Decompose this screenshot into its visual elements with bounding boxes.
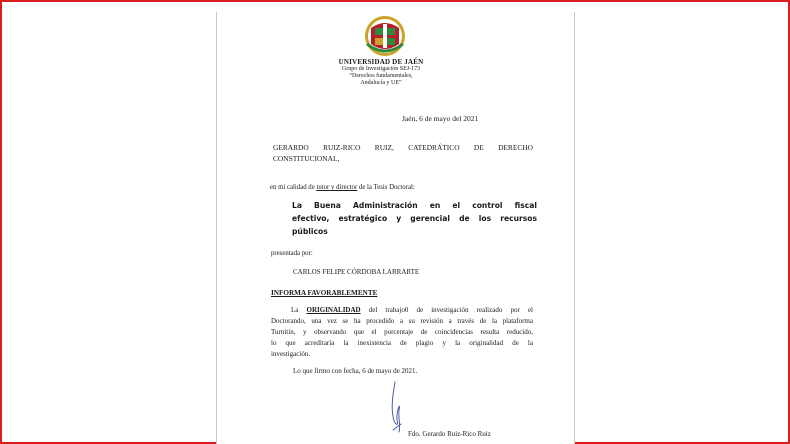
capacity-role: tutor y director: [316, 184, 358, 191]
body-prefix: La: [291, 306, 307, 314]
letter-date: Jaén, 6 de mayo del 2021: [402, 114, 479, 123]
university-seal-logo: [361, 14, 409, 58]
body-line-2: Doctorando, una vez se ha procedido a su revisión a través de la plataforma: [271, 317, 533, 325]
thesis-title-line-1: La Buena Administración en el control fiscal: [292, 201, 537, 210]
thesis-title: [292, 200, 537, 238]
group-line-2: “Derechos fundamentales,: [349, 73, 413, 79]
thesis-title-line-3: públicos: [292, 226, 328, 236]
group-line-3: Andalucía y UE”: [360, 80, 402, 86]
body-line-1-rest: del trabajo0 de investigación realizado por el: [360, 306, 533, 314]
report-body: [271, 305, 533, 360]
addressee-line-1: GERARDO RUIZ-RICO RUIZ, CATEDRÁTICO DE DERECHO: [273, 143, 533, 152]
body-line-3: Turnitin, y observando que el porcentaje de coincidencias resulta reducido,: [271, 328, 533, 336]
capacity-suffix: de la Tesis Doctoral:: [357, 184, 415, 191]
letterhead: [325, 59, 437, 87]
body-line-5: investigación.: [271, 350, 311, 358]
addressee-line-2: CONSTITUCIONAL,: [273, 154, 340, 163]
signer-name: Fdo. Gerardo Ruiz-Rico Ruiz: [408, 430, 491, 438]
body-keyword: ORIGINALIDAD: [306, 306, 361, 314]
presented-by-label: presentada por:: [271, 250, 313, 257]
thesis-title-line-2: efectivo, estratégico y gerencial de los recursos: [292, 213, 537, 223]
university-name: UNIVERSIDAD DE JAÉN: [338, 58, 424, 66]
capacity-statement: [270, 184, 415, 191]
body-line-4: lo que acreditaría la inexistencia de plagio y la originalidad de la: [271, 339, 533, 347]
closing-statement: Lo que firmo con fecha, 6 de mayo de 2021.: [293, 367, 418, 375]
handwritten-signature: [387, 380, 407, 436]
verdict-heading: INFORMA FAVORABLEMENTE: [271, 289, 378, 297]
capacity-prefix: en mi calidad de: [270, 184, 317, 191]
document-page: [216, 12, 575, 444]
candidate-name: CARLOS FELIPE CÓRDOBA LARRARTE: [293, 268, 420, 276]
body-line-1: [271, 305, 533, 316]
group-line-1: Grupo de Investigación SEJ-173: [341, 66, 421, 72]
